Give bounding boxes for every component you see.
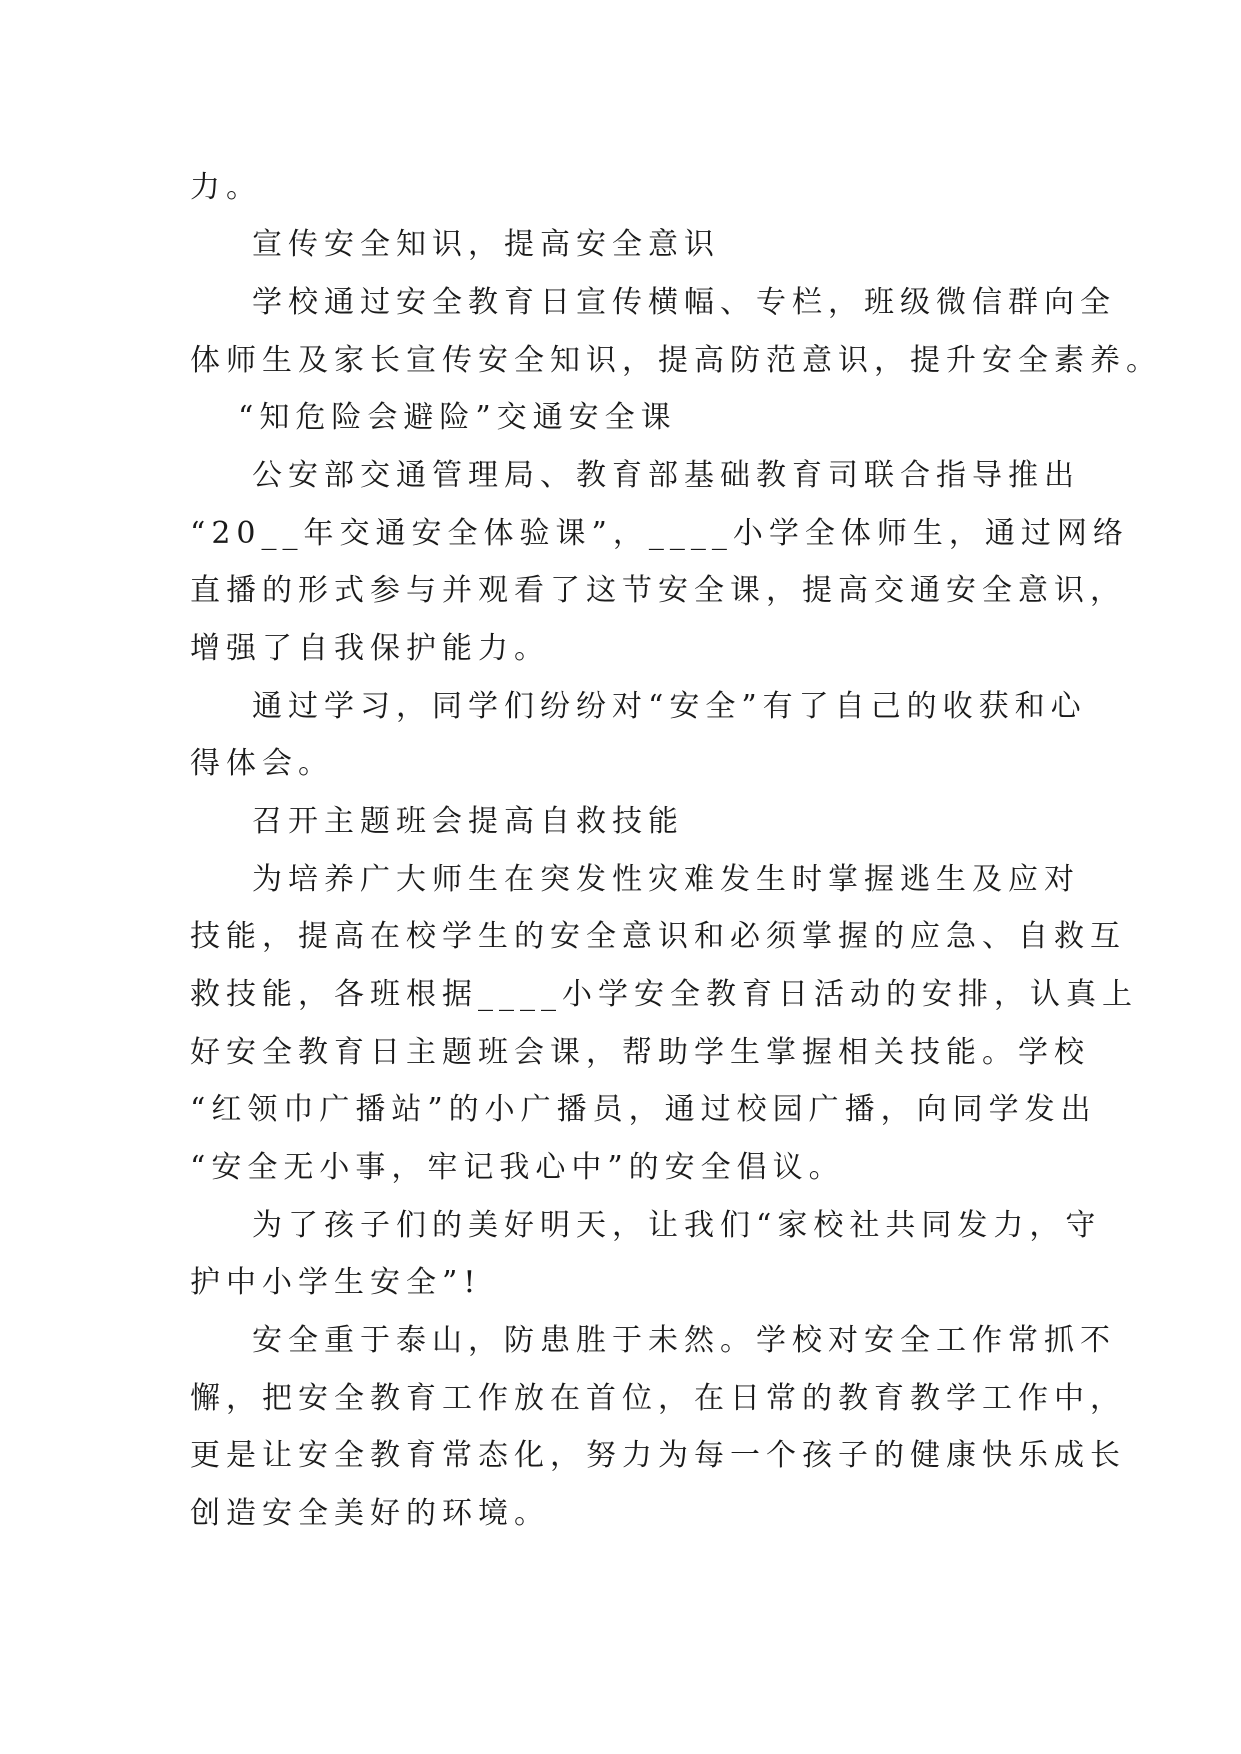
text-line: “红领巾广播站”的小广播员，通过校园广播，向同学发出 (190, 1092, 1097, 1127)
text-line: 护中小学生安全”! (190, 1265, 482, 1300)
section-heading: “知危险会避险”交通安全课 (238, 400, 677, 435)
text-line: 安全重于泰山，防患胜于未然。学校对安全工作常抓不 (252, 1323, 1116, 1358)
text-line: “安全无小事，牢记我心中”的安全倡议。 (190, 1150, 845, 1185)
text-line: 为培养广大师生在突发性灾难发生时掌握逃生及应对 (252, 862, 1080, 897)
text-line: “20__年交通安全体验课”，____小学全体师生，通过网络 (190, 516, 1129, 551)
text-line: 学校通过安全教育日宣传横幅、专栏，班级微信群向全 (252, 285, 1116, 320)
text-line: 技能，提高在校学生的安全意识和必须掌握的应急、自救互 (190, 919, 1126, 954)
text-line: 更是让安全教育常态化，努力为每一个孩子的健康快乐成长 (190, 1438, 1126, 1473)
text-line: 通过学习，同学们纷纷对“安全”有了自己的收获和心 (252, 689, 1087, 724)
text-line: 得体会。 (190, 746, 334, 781)
text-line: 好安全教育日主题班会课，帮助学生掌握相关技能。学校 (190, 1035, 1090, 1070)
text-line: 增强了自我保护能力。 (190, 631, 550, 666)
text-line: 体师生及家长宣传安全知识，提高防范意识，提升安全素养。 (190, 343, 1162, 378)
text-line: 懈，把安全教育工作放在首位，在日常的教育教学工作中， (190, 1381, 1126, 1416)
text-line: 救技能，各班根据____小学安全教育日活动的安排，认真上 (190, 977, 1138, 1012)
text-line: 公安部交通管理局、教育部基础教育司联合指导推出 (252, 458, 1080, 493)
section-heading: 召开主题班会提高自救技能 (252, 804, 684, 839)
section-heading: 宣传安全知识，提高安全意识 (252, 227, 720, 262)
text-line: 直播的形式参与并观看了这节安全课，提高交通安全意识， (190, 573, 1126, 608)
text-line: 为了孩子们的美好明天，让我们“家校社共同发力，守 (252, 1208, 1102, 1243)
text-line: 力。 (190, 170, 262, 205)
text-line: 创造安全美好的环境。 (190, 1496, 550, 1531)
